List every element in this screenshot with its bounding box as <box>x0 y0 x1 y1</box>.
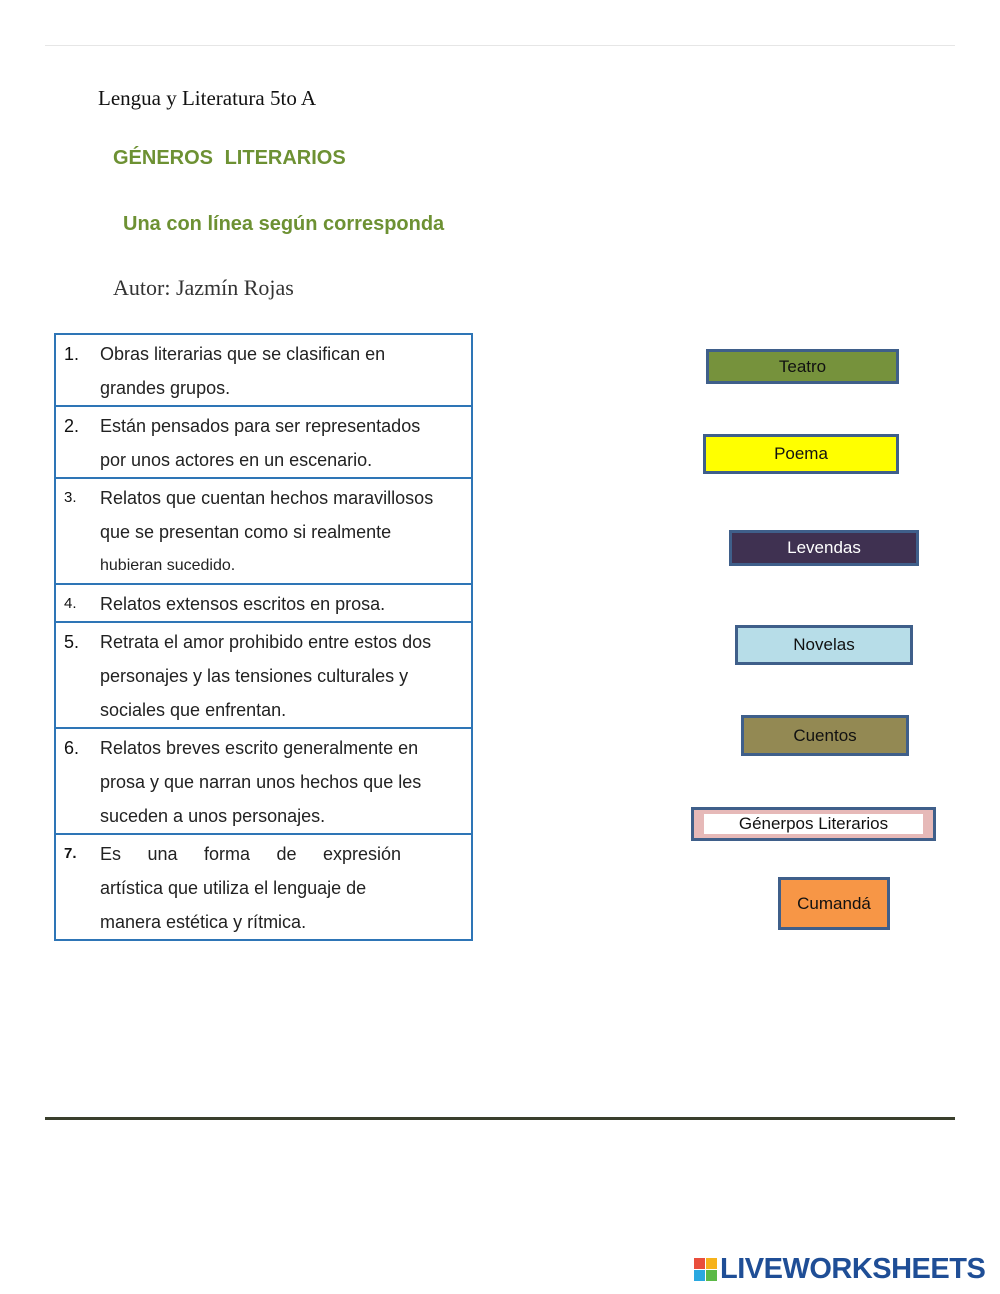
question-text: Están pensados para ser representados por unos actores en un escenario. <box>100 416 421 470</box>
answer-cumanda[interactable]: Cumandá <box>778 877 890 930</box>
liveworksheets-logo <box>694 1254 985 1284</box>
worksheet-title: GÉNEROS LITERARIOS <box>113 147 346 169</box>
questions-table <box>54 333 473 941</box>
question-number: 5. <box>64 632 80 652</box>
question-text: Relatos que cuentan hechos maravillosos que se presentan como si realmente hubieran sucedido. <box>100 488 434 574</box>
question-row-6[interactable] <box>55 728 472 834</box>
course-label: Lengua y Literatura 5to A <box>98 86 317 110</box>
question-row-3[interactable] <box>55 478 472 584</box>
liveworksheets-mark-icon <box>694 1258 717 1281</box>
question-number: 4. <box>64 595 77 612</box>
question-row-5[interactable] <box>55 622 472 728</box>
question-text: Relatos breves escrito generalmente en prosa y que narran unos hechos que les suceden a unos personajes. <box>100 738 422 826</box>
question-number: 2. <box>64 416 80 436</box>
bottom-divider <box>45 1117 955 1120</box>
answer-generos-literarios[interactable] <box>691 807 936 841</box>
answer-novelas[interactable]: Novelas <box>735 625 913 665</box>
question-text: Relatos extensos escritos en prosa. <box>100 594 386 614</box>
author-label: Autor: Jazmín Rojas <box>113 275 294 300</box>
question-text: Obras literarias que se clasifican en grandes grupos. <box>100 344 386 398</box>
question-row-7[interactable] <box>55 834 472 940</box>
question-text: Retrata el amor prohibido entre estos dos personajes y las tensiones culturales y sociales que enfrentan. <box>100 632 432 720</box>
answer-cuentos[interactable]: Cuentos <box>741 715 909 756</box>
question-text: Es una forma de expresión artística que utiliza el lenguaje de manera estética y rítmica. <box>100 844 401 932</box>
logo-text: LIVEWORKSHEETS <box>720 1252 986 1285</box>
answer-levendas[interactable]: Levendas <box>729 530 919 566</box>
question-row-1[interactable] <box>55 334 472 406</box>
question-number: 1. <box>64 344 80 364</box>
top-divider <box>45 45 955 46</box>
question-number: 7. <box>64 845 77 862</box>
answer-poema[interactable]: Poema <box>703 434 899 474</box>
instruction-text: Una con línea según corresponda <box>123 213 445 235</box>
answer-teatro[interactable]: Teatro <box>706 349 899 384</box>
question-row-2[interactable] <box>55 406 472 478</box>
question-number: 6. <box>64 738 80 758</box>
answer-generos-label: Génerpos Literarios <box>704 814 923 834</box>
question-row-4[interactable] <box>55 584 472 622</box>
question-number: 3. <box>64 489 77 506</box>
